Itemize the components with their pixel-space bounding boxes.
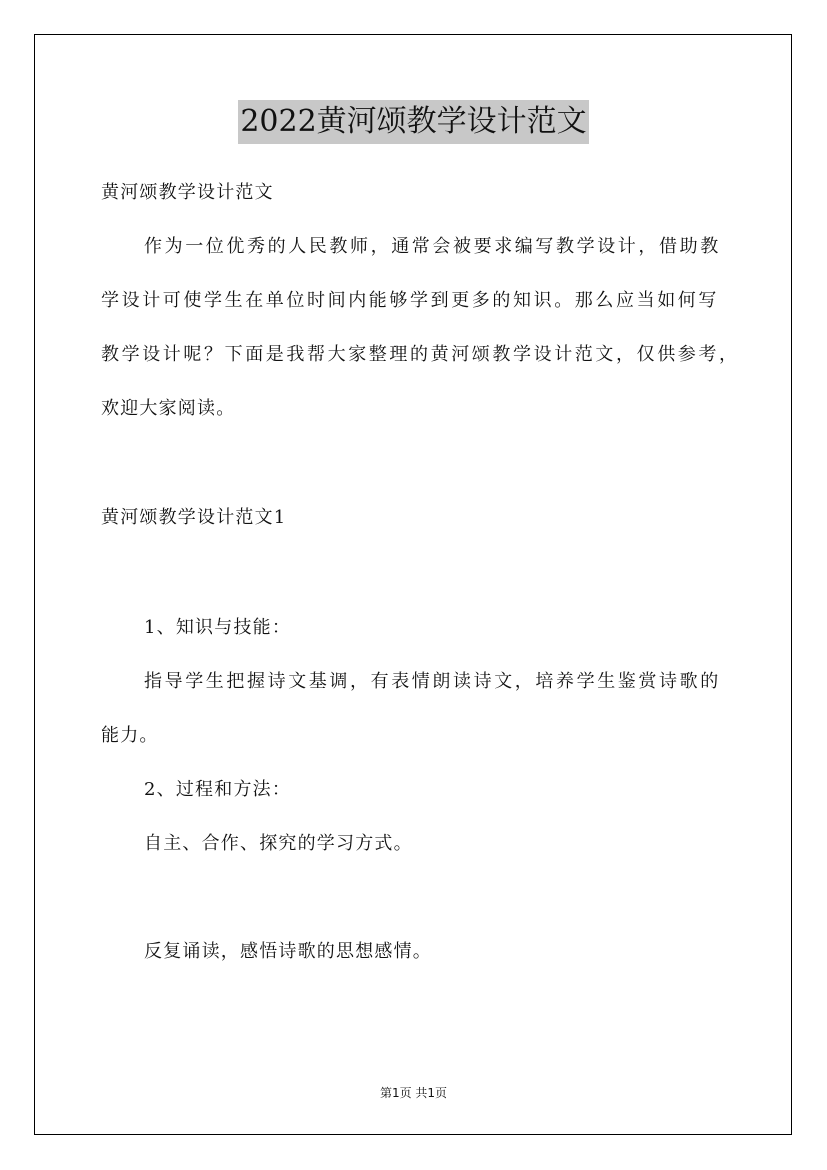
- intro-line-3: 教学设计呢？下面是我帮大家整理的黄河颂教学设计范文，仅供参考，: [101, 344, 740, 365]
- page-footer: 第1页 共1页: [379, 1086, 448, 1100]
- document-title: 2022黄河颂教学设计范文: [238, 100, 588, 144]
- item1-heading: 1、知识与技能：: [144, 617, 292, 638]
- item1-text-line-1: 指导学生把握诗文基调，有表情朗读诗文，培养学生鉴赏诗歌的: [144, 671, 721, 692]
- item2-text: 自主、合作、探究的学习方式。: [144, 833, 413, 854]
- item1-text-line-2: 能力。: [101, 725, 159, 746]
- document-subtitle: 黄河颂教学设计范文: [101, 182, 274, 203]
- section-heading: 黄河颂教学设计范文1: [101, 507, 287, 528]
- title-container: [0, 100, 827, 144]
- intro-line-1: 作为一位优秀的人民教师，通常会被要求编写教学设计，借助教: [144, 236, 721, 257]
- item2-heading: 2、过程和方法：: [144, 779, 292, 800]
- item3-text: 反复诵读，感悟诗歌的思想感情。: [144, 941, 432, 962]
- intro-line-2: 学设计可使学生在单位时间内能够学到更多的知识。那么应当如何写: [101, 290, 719, 311]
- intro-line-4: 欢迎大家阅读。: [101, 398, 236, 419]
